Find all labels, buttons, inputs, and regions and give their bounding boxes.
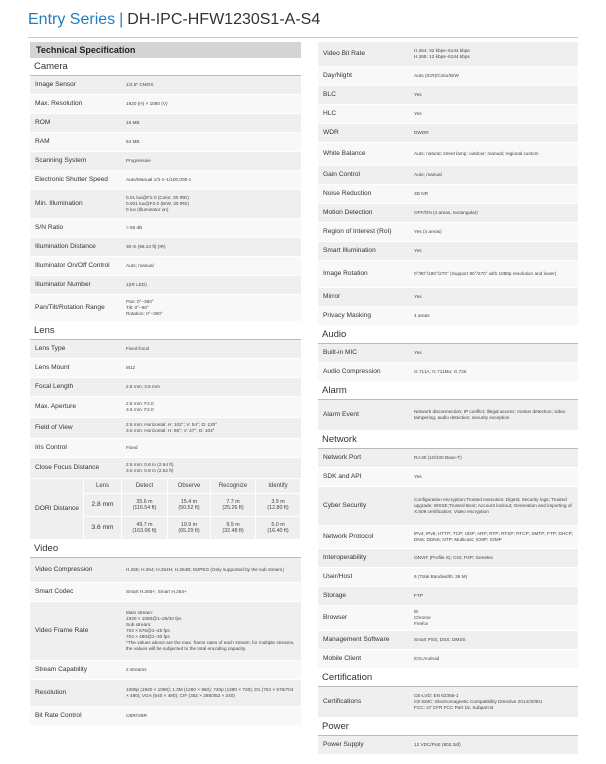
spec-row (30, 359, 301, 378)
spec-value: Yes (414, 248, 422, 253)
spec-label: Electronic Shutter Speed (35, 176, 108, 183)
spec-value: Main stream: 1920 × 1080@1–25/30 fps Sub stream: 704 × 576@1–25 fps 704 × 480@1–30 fps *The values above are the max. frame rates of each stream; for multiple streams, the values will be subjected to the total encoding capacity. (126, 610, 295, 651)
spec-label: Alarm Event (323, 411, 359, 418)
spec-row (30, 397, 301, 418)
dori-cell: 9.9 m (32.48 ft) (211, 517, 256, 540)
section-certification: Certification (318, 669, 578, 687)
spec-label: Audio Compression (323, 368, 381, 375)
spec-row (318, 568, 578, 587)
spec-value: G.711A; G.711Mu; G.726 (414, 369, 467, 374)
spec-value: ONVIF (Profile S); CGI; P2P; Genetec (414, 555, 494, 560)
spec-row (318, 526, 578, 549)
lens-table (30, 340, 301, 479)
spec-row (318, 105, 578, 124)
spec-row (318, 166, 578, 185)
spec-row (318, 606, 578, 631)
spec-row (318, 468, 578, 487)
spec-label: Privacy Masking (323, 312, 372, 319)
spec-value: 0.01 lux@F2.0 (Color, 30 IRE) 0.001 lux@F2.0 (B/W, 30 IRE) 0 lux (Illuminator on) (126, 195, 190, 212)
spec-row (30, 219, 301, 238)
spec-row (318, 549, 578, 568)
spec-value: iOS;Android (414, 656, 440, 661)
spec-row (318, 223, 578, 242)
spec-label: Image Rotation (323, 270, 368, 277)
spec-row (30, 707, 301, 726)
spec-label: Lens Mount (35, 364, 70, 371)
spec-row (318, 344, 578, 363)
spec-label: Cyber Security (323, 502, 367, 509)
spec-label: Smart Codec (35, 588, 74, 595)
section-lens: Lens (30, 322, 301, 340)
spec-row (318, 143, 578, 166)
section-video: Video (30, 540, 301, 558)
spec-row (30, 661, 301, 680)
spec-value: Yes (414, 92, 422, 97)
spec-value: 1080p (1920 × 1080); 1.3M (1280 × 960); 720p (1280 × 720); D1 (704 × 576/704 × 480); VGA (640 × 480); CIF (352 × 288/352 × 240) (126, 687, 294, 698)
spec-label: Image Sensor (35, 81, 77, 88)
spec-label: WDR (323, 129, 339, 136)
dori-cell: 35.6 m (116.54 ft) (122, 494, 168, 517)
spec-value: Yes (414, 350, 422, 355)
spec-label: Storage (323, 592, 347, 599)
spec-row (318, 42, 578, 67)
spec-row (30, 680, 301, 707)
spec-value: DWDR (414, 130, 429, 135)
spec-row (30, 152, 301, 171)
spec-label: S/N Ratio (35, 224, 64, 231)
spec-label: Management Software (323, 636, 390, 643)
spec-row (30, 238, 301, 257)
spec-label: Certifications (323, 698, 362, 705)
spec-row (30, 583, 301, 602)
dori-header: Detect (122, 479, 168, 494)
spec-row (30, 602, 301, 661)
power-table (318, 736, 578, 755)
dori-lens: 3.6 mm (84, 517, 122, 540)
spec-label: Field of View (35, 424, 73, 431)
video-table (30, 558, 301, 726)
spec-value: Yes (414, 111, 422, 116)
spec-value: > 56 dB (126, 225, 143, 230)
spec-label: RAM (35, 138, 50, 145)
spec-row (318, 67, 578, 86)
spec-row (318, 261, 578, 288)
spec-value: Pan: 0°–360° Tilt: 0°–90° Rotation: 0°–360° (126, 299, 163, 316)
spec-row (318, 242, 578, 261)
dori-header: Observe (168, 479, 211, 494)
spec-row (318, 288, 578, 307)
spec-label: Illuminator Number (35, 281, 91, 288)
spec-label: Illumination Distance (35, 243, 96, 250)
spec-row (318, 487, 578, 526)
spec-value: FTP (414, 593, 423, 598)
left-column (30, 42, 301, 726)
section-alarm: Alarm (318, 382, 578, 400)
spec-value: 6 (Total Bandwidth: 36 M) (414, 574, 468, 579)
spec-row (318, 650, 578, 669)
spec-value: Auto/Manual 1/3 s–1/100,000 s (126, 177, 191, 182)
spec-value: 2.8 mm: Horizontal: H: 102°; V: 54°; D: 120° 3.6 mm: Horizontal: H: 88°; V: 47°; D: 104° (126, 422, 218, 433)
spec-label: Network Protocol (323, 533, 374, 540)
spec-row (30, 76, 301, 95)
spec-value: Yes (414, 474, 422, 479)
dori-table (30, 479, 301, 540)
certification-table (318, 687, 578, 718)
right-column (318, 42, 578, 755)
spec-value: Progressive (126, 158, 151, 163)
spec-label: Lens Type (35, 345, 66, 352)
spec-label: Built-in MIC (323, 349, 358, 356)
spec-row (30, 458, 301, 479)
spec-label: Min. Illumination (35, 200, 83, 207)
spec-value: H.264: 32 kbps–6144 kbps H.265: 12 kbps–6144 kbps (414, 48, 470, 59)
dori-header: Identify (256, 479, 301, 494)
spec-label: Mobile Client (323, 655, 362, 662)
spec-value: Fixed-focal (126, 346, 149, 351)
camera-table (30, 76, 301, 322)
spec-value: CBR/VBR (126, 713, 147, 718)
spec-label: White Balance (323, 150, 366, 157)
spec-value: IE Chrome Firefox (414, 609, 431, 626)
spec-label: SDK and API (323, 473, 362, 480)
dori-cell: 19.9 m (65.29 ft) (168, 517, 211, 540)
spec-value: IPv4; IPv6; HTTP; TCP; UDP; ARP; RTP; RTSP; RTCP; SMTP; FTP; DHCP; DNS; DDNS; NTP; Multicast; ICMP; IGMP (414, 531, 574, 542)
spec-value: 2.8 mm: F2.0 3.6 mm: F2.0 (126, 401, 154, 412)
spec-label: Close Focus Distance (35, 464, 100, 471)
spec-row (30, 439, 301, 458)
spec-row (318, 204, 578, 223)
dori-cell: 5.0 m (16.40 ft) (256, 517, 301, 540)
spec-row (30, 171, 301, 190)
spec-value: Auto (ICR)/Color/B/W (414, 73, 459, 78)
spec-title: Technical Specification (30, 42, 301, 58)
spec-row (30, 558, 301, 583)
spec-label: Video Bit Rate (323, 50, 366, 57)
section-power: Power (318, 718, 578, 736)
page-header (28, 10, 320, 30)
spec-label: Stream Capability (35, 666, 88, 673)
spec-label: Motion Detection (323, 209, 373, 216)
spec-row (318, 631, 578, 650)
dori-cell: 3.9 m (12.80 ft) (256, 494, 301, 517)
spec-row (318, 185, 578, 204)
spec-label: User/Host (323, 573, 353, 580)
spec-label: Noise Reduction (323, 190, 372, 197)
spec-value: M12 (126, 365, 136, 370)
spec-value: H.265; H.264; H.264H; H.264B; MJPEG (Only supported by the sub stream) (126, 567, 284, 572)
spec-label: Illuminator On/Off Control (35, 262, 110, 269)
spec-row (30, 418, 301, 439)
spec-value: 1920 (H) × 1080 (V) (126, 101, 168, 106)
spec-row (318, 400, 578, 431)
spec-label: Scanning System (35, 157, 87, 164)
spec-row (30, 95, 301, 114)
spec-value: Auto; manual (414, 172, 442, 177)
spec-row (30, 114, 301, 133)
network-table (318, 449, 578, 669)
alarm-table (318, 400, 578, 431)
spec-label: Max. Resolution (35, 100, 83, 107)
spec-label: Interoperability (323, 554, 367, 561)
spec-row (318, 587, 578, 606)
spec-row (318, 307, 578, 326)
spec-value: 1(IR LED) (126, 282, 147, 287)
dori-header: Recognize (211, 479, 256, 494)
spec-label: Resolution (35, 689, 67, 696)
image-table (318, 42, 578, 326)
spec-value: RJ-45 (10/100 Base-T) (414, 455, 462, 460)
spec-value: Smart PSS; DSS; DMSS (414, 637, 466, 642)
series-name: Entry Series (28, 11, 116, 28)
spec-value: Configuration encryption;Trusted execution; Digest; Security logs; Trusted upgrade; WSSE;Trusted Boot; Account lockout; Generation and importing of X.509 certification; Video encryption (414, 497, 572, 514)
spec-row (30, 133, 301, 152)
spec-label: Smart Illumination (323, 247, 376, 254)
spec-value: 2.8 mm: 0.8 m (2.64 ft) 3.6 mm: 0.8 m (2.62 ft) (126, 462, 174, 473)
spec-row (30, 190, 301, 219)
spec-value: OFF/ON (4 areas, rectangular) (414, 210, 478, 215)
spec-label: Gain Control (323, 171, 361, 178)
spec-value: 1/2.8" CMOS (126, 82, 154, 87)
spec-label: ROM (35, 119, 51, 126)
spec-value: Network disconnection; IP conflict; illegal access; motion detection; video tampering; audio detection; security exception (414, 409, 566, 420)
spec-value: 16 MB (126, 120, 140, 125)
spec-row (318, 736, 578, 755)
spec-row (318, 363, 578, 382)
dori-cell: 49.7 m (163.06 ft) (122, 517, 168, 540)
spec-label: Network Port (323, 454, 362, 461)
spec-row (318, 86, 578, 105)
model-name: DH-IPC-HFW1230S1-A-S4 (127, 11, 321, 28)
spec-label: Max. Aperture (35, 403, 77, 410)
dori-lens: 2.8 mm (84, 494, 122, 517)
dori-header: Lens (84, 479, 122, 494)
spec-value: 2 streams (126, 667, 147, 672)
header-separator: | (119, 11, 124, 28)
spec-row (30, 340, 301, 359)
spec-label: Video Compression (35, 566, 93, 573)
spec-label: Focal Length (35, 383, 74, 390)
dori-label: DORI Distance (30, 479, 84, 540)
spec-row (30, 295, 301, 322)
spec-label: HLC (323, 110, 337, 117)
spec-row (30, 257, 301, 276)
spec-value: 12 VDC/PoE (802.3af) (414, 742, 461, 747)
spec-value: Fixed (126, 445, 138, 450)
spec-value: 30 m (98.43 ft) (IR) (126, 244, 166, 249)
spec-label: Bit Rate Control (35, 712, 82, 719)
spec-value: 64 MB (126, 139, 140, 144)
spec-value: 2.8 mm; 3.6 mm (126, 384, 160, 389)
spec-row (318, 124, 578, 143)
header-rule (28, 37, 578, 38)
spec-row (30, 378, 301, 397)
dori-cell: 15.4 m (50.52 ft) (168, 494, 211, 517)
section-camera: Camera (30, 58, 301, 76)
spec-value: 0°/90°/180°/270° (Support 90°/270° with 1080p resolution and lower) (414, 271, 557, 276)
spec-value: Yes (414, 294, 422, 299)
spec-row (318, 687, 578, 718)
spec-value: Yes (4 areas) (414, 229, 442, 234)
spec-label: Region of Interest (RoI) (323, 228, 392, 235)
spec-value: CE-LVD: EN 62368-1 CE-EMC: Electromagnetic Compatibility Directive 2014/30/EU FCC: 47 CFR FCC Part 15, Subpart B (414, 693, 543, 710)
spec-label: Iris Control (35, 444, 67, 451)
spec-label: Browser (323, 614, 348, 621)
spec-value: 3D NR (414, 191, 429, 196)
spec-label: Pan/Tilt/Rotation Range (35, 304, 105, 311)
spec-label: Day/Night (323, 72, 352, 79)
section-network: Network (318, 431, 578, 449)
section-audio: Audio (318, 326, 578, 344)
spec-label: Video Frame Rate (35, 627, 89, 634)
spec-value: Smart H.265+; Smart H.264+ (126, 589, 187, 594)
spec-value: Auto; natural; street lamp; outdoor; manual; regional custom (414, 151, 539, 156)
spec-label: Mirror (323, 293, 341, 300)
spec-value: Auto; manual (126, 263, 154, 268)
audio-table (318, 344, 578, 382)
spec-label: BLC (323, 91, 336, 98)
spec-row (318, 449, 578, 468)
dori-cell: 7.7 m (25.26 ft) (211, 494, 256, 517)
spec-value: 4 areas (414, 313, 430, 318)
spec-row (30, 276, 301, 295)
spec-label: Power Supply (323, 741, 364, 748)
